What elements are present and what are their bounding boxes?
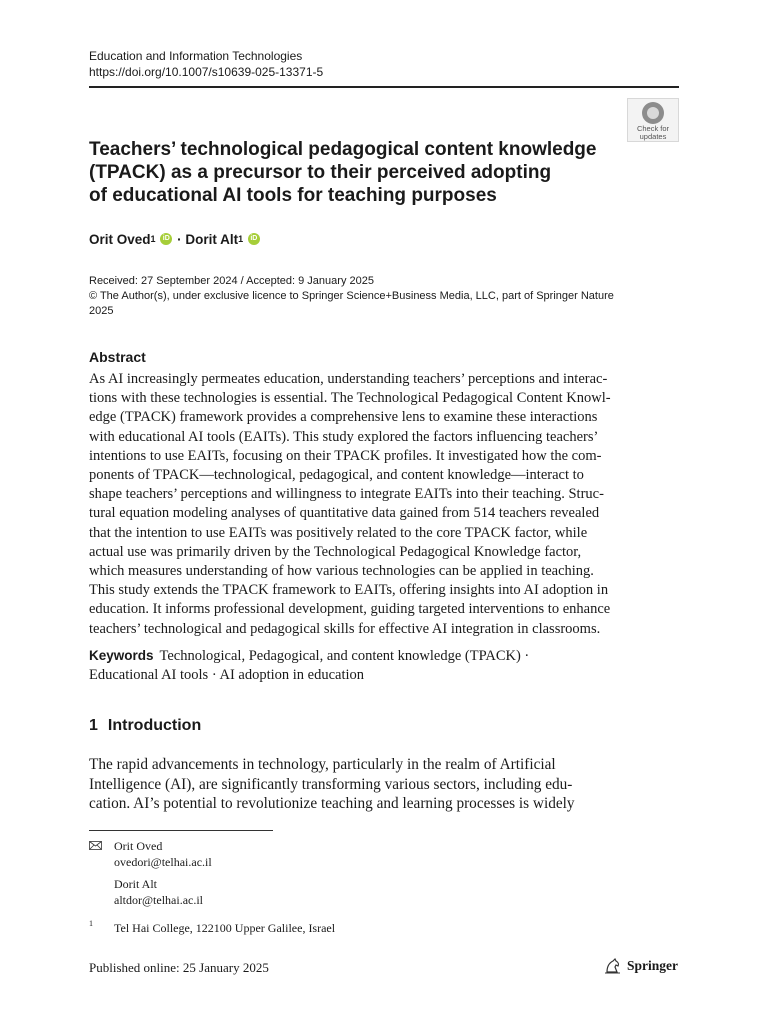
section-number: 1 bbox=[89, 717, 98, 734]
check-updates-line2: updates bbox=[639, 132, 667, 141]
abstract-line: teachers’ technological and pedagogical skills for effective AI integration in classrooms. bbox=[89, 620, 601, 637]
abstract-line: that the intention to use EAITs was positively related to the core TPACK factor, while bbox=[89, 524, 588, 541]
published-date: Published online: 25 January 2025 bbox=[89, 960, 269, 975]
abstract-line: education. It informs professional development, guiding targeted interventions to enhance bbox=[89, 601, 611, 618]
author-name-1[interactable]: Orit Oved bbox=[89, 232, 151, 247]
abstract-line: edge (TPACK) framework provides a comprehensive lens to examine these interactions bbox=[89, 409, 598, 426]
author-list bbox=[89, 231, 261, 249]
abstract-body bbox=[89, 370, 679, 639]
title-line-3: of educational AI tools for teaching purposes bbox=[89, 185, 497, 206]
envelope-icon bbox=[89, 841, 102, 850]
title-line-2: (TPACK) as a precursor to their perceived adopting bbox=[89, 162, 552, 183]
abstract-line: tural equation modeling analyses of quantitative data gained from 514 teachers revealed bbox=[89, 505, 600, 522]
abstract-line: which measures understanding of how various technologies can be applied in teaching. bbox=[89, 563, 594, 580]
received-accepted: Received: 27 September 2024 / Accepted: 9 January 2025 bbox=[89, 275, 374, 287]
journal-name: Education and Information Technologies bbox=[89, 49, 303, 63]
contact-email[interactable]: altdor@telhai.ac.il bbox=[114, 893, 204, 907]
article-title bbox=[89, 138, 619, 207]
abstract-line: intentions to use EAITs, focusing on their TPACK profiles. It investigated how the com- bbox=[89, 447, 602, 464]
keywords-block bbox=[89, 646, 679, 685]
abstract-line: shape teachers’ perceptions and willingness to integrate EAITs into their teaching. Struc- bbox=[89, 486, 604, 503]
intro-line: The rapid advancements in technology, particularly in the realm of Artificial bbox=[89, 756, 556, 773]
header-rule bbox=[89, 86, 679, 88]
section-title: Introduction bbox=[107, 717, 202, 734]
author-affil-1: 1 bbox=[150, 234, 156, 244]
secondary-contact bbox=[114, 876, 203, 908]
author-separator: · bbox=[177, 232, 182, 247]
contact-name: Dorit Alt bbox=[114, 877, 158, 891]
intro-body bbox=[89, 755, 679, 814]
abstract-line: with educational AI tools (EAITs). This study explored the factors influencing teachers’ bbox=[89, 428, 599, 445]
contact-email[interactable]: ovedori@telhai.ac.il bbox=[114, 855, 212, 869]
check-updates-icon bbox=[642, 102, 664, 124]
abstract-heading: Abstract bbox=[89, 349, 146, 365]
abstract-line: tions with these technologies is essential. The Technological Pedagogical Content Knowl- bbox=[89, 390, 611, 407]
intro-line: cation. AI’s potential to revolutionize teaching and learning processes is widely bbox=[89, 795, 575, 812]
doi-link[interactable]: https://doi.org/10.1007/s10639-025-13371-5 bbox=[89, 65, 324, 79]
abstract-line: This study extends the TPACK framework to EAITs, offering insights into AI adoption in bbox=[89, 582, 609, 599]
publisher-logo bbox=[604, 958, 678, 974]
title-line-1: Teachers’ technological pedagogical content knowledge bbox=[89, 139, 597, 160]
springer-horse-icon bbox=[604, 958, 622, 974]
orcid-icon[interactable]: iD bbox=[160, 233, 172, 245]
corresponding-contact bbox=[114, 838, 212, 870]
affiliation-text: Tel Hai College, 122100 Upper Galilee, Israel bbox=[114, 921, 336, 935]
journal-header bbox=[89, 48, 323, 80]
article-dates bbox=[89, 274, 679, 319]
orcid-icon[interactable]: iD bbox=[248, 233, 260, 245]
abstract-line: actual use was primarily driven by the Technological Pedagogical Knowledge factor, bbox=[89, 543, 582, 560]
affiliation-number: 1 bbox=[89, 919, 93, 928]
intro-line: Intelligence (AI), are significantly transforming various sectors, including edu- bbox=[89, 775, 573, 793]
publisher-name: Springer bbox=[627, 958, 679, 973]
check-for-updates-badge[interactable] bbox=[627, 98, 679, 142]
copyright-line-1: © The Author(s), under exclusive licence to Springer Science+Business Media, LLC, part of Springer Nature bbox=[89, 290, 614, 302]
copyright-line-2: 2025 bbox=[89, 305, 114, 317]
keywords-line-1: Technological, Pedagogical, and content knowledge (TPACK) · bbox=[159, 648, 530, 664]
keywords-line-2: Educational AI tools · AI adoption in education bbox=[89, 667, 365, 683]
check-updates-line1: Check for bbox=[636, 124, 670, 133]
abstract-line: ponents of TPACK—technological, pedagogical, and content knowledge—interact to bbox=[89, 467, 584, 484]
keywords-label: Keywords bbox=[89, 648, 154, 663]
contact-name: Orit Oved bbox=[114, 839, 163, 853]
footnote-rule bbox=[89, 830, 273, 831]
author-affil-2: 1 bbox=[238, 234, 244, 244]
author-name-2[interactable]: Dorit Alt bbox=[185, 232, 239, 247]
abstract-line: As AI increasingly permeates education, understanding teachers’ perceptions and interac- bbox=[89, 371, 608, 387]
section-heading bbox=[89, 717, 201, 735]
